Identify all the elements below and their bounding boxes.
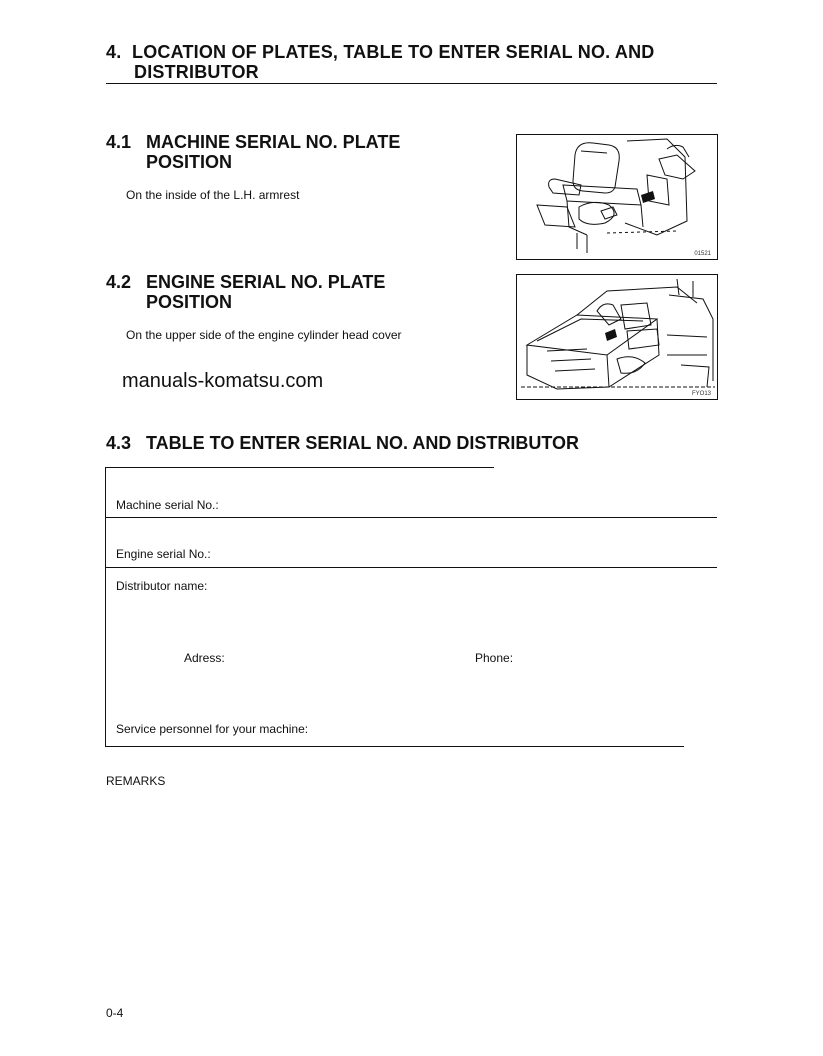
main-heading-line1: LOCATION OF PLATES, TABLE TO ENTER SERIAL NO. AND bbox=[132, 42, 655, 62]
watermark-text: manuals-komatsu.com bbox=[122, 370, 324, 392]
engine-serial-label: Engine serial No.: bbox=[116, 547, 211, 561]
section-4-2-heading bbox=[106, 272, 466, 312]
remarks-label: REMARKS bbox=[106, 774, 166, 788]
main-heading-number: 4. bbox=[106, 42, 122, 62]
form-top-rule bbox=[106, 467, 494, 468]
section-4-2-line2: POSITION bbox=[146, 292, 233, 312]
engine-illustration bbox=[517, 275, 717, 399]
main-heading bbox=[106, 42, 726, 82]
machine-serial-field-line[interactable] bbox=[106, 517, 717, 518]
form-left-rule bbox=[105, 467, 106, 747]
distributor-name-label: Distributor name: bbox=[116, 579, 208, 593]
section-4-2-number: 4.2 bbox=[106, 272, 132, 292]
machine-serial-label: Machine serial No.: bbox=[116, 498, 219, 512]
engine-figure-label: FYO13 bbox=[691, 391, 711, 397]
section-4-3-number: 4.3 bbox=[106, 433, 132, 453]
phone-label: Phone: bbox=[475, 651, 514, 665]
service-personnel-label: Service personnel for your machine: bbox=[116, 722, 309, 736]
section-4-1-line2: POSITION bbox=[146, 152, 233, 172]
address-label: Adress: bbox=[184, 651, 225, 665]
section-4-1-heading bbox=[106, 132, 466, 172]
form-bottom-rule bbox=[106, 746, 684, 747]
section-4-1-line1: MACHINE SERIAL NO. PLATE bbox=[146, 132, 401, 152]
section-4-3-heading bbox=[106, 433, 716, 453]
plate-arrow-icon bbox=[641, 191, 655, 203]
section-4-3-title: TABLE TO ENTER SERIAL NO. AND DISTRIBUTOR bbox=[146, 433, 580, 453]
main-heading-line2: DISTRIBUTOR bbox=[134, 62, 259, 82]
section-4-2-line1: ENGINE SERIAL NO. PLATE bbox=[146, 272, 386, 292]
section-4-2-text: On the upper side of the engine cylinder head cover bbox=[126, 328, 402, 342]
operator-seat-illustration bbox=[517, 135, 717, 259]
section-4-1-number: 4.1 bbox=[106, 132, 132, 152]
page-number: 0-4 bbox=[106, 1006, 124, 1020]
engine-serial-plate-figure bbox=[516, 274, 718, 400]
section-4-1-text: On the inside of the L.H. armrest bbox=[126, 188, 300, 202]
machine-figure-label: 01521 bbox=[694, 251, 711, 257]
machine-serial-plate-figure bbox=[516, 134, 718, 260]
engine-serial-field-line[interactable] bbox=[106, 567, 717, 568]
heading-rule bbox=[106, 83, 717, 84]
plate-arrow-icon bbox=[605, 329, 617, 341]
